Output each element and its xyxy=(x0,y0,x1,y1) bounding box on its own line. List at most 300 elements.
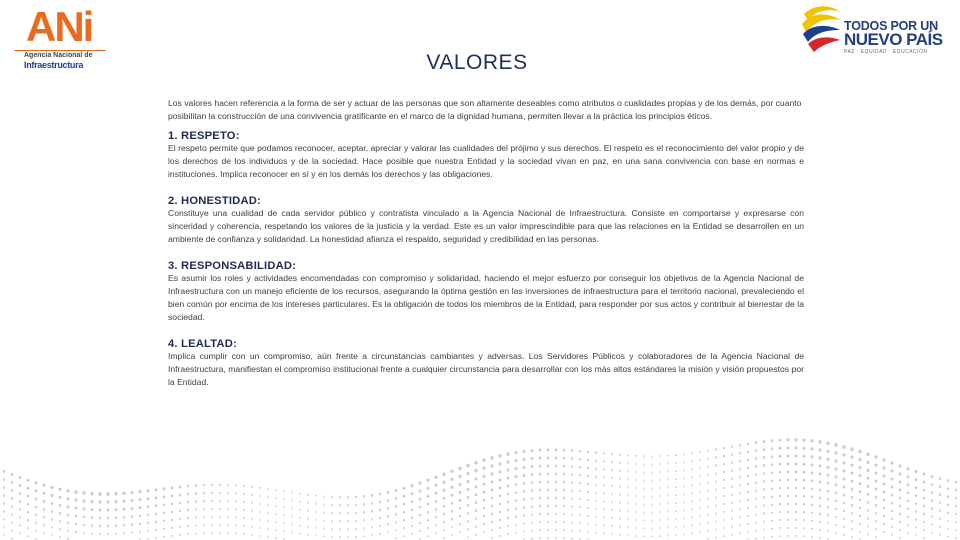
section-body: El respeto permite que podamos reconocer, aceptar, apreciar y valorar las cualidades del prójimo y sus derechos. El respeto es el reconocimiento del valor propio y de los derechos de los individuos y de la sociedad. Hace posible que nuestra Entidad y la sociedad vivan en paz, en una sana convivencia con base en normas e instituciones. Implica reconocer en sí y en los demás los derechos y las obligaciones. xyxy=(168,143,804,179)
decorative-dot xyxy=(467,528,469,530)
decorative-dot xyxy=(275,489,277,491)
decorative-dot xyxy=(418,490,421,493)
decorative-dot xyxy=(371,502,373,504)
decorative-dot xyxy=(395,538,397,540)
decorative-dot xyxy=(675,534,677,536)
decorative-dot xyxy=(195,533,197,535)
decorative-dot xyxy=(587,467,589,469)
decorative-dot xyxy=(915,510,917,512)
decorative-dot xyxy=(842,461,845,464)
decorative-dot xyxy=(587,475,589,477)
decorative-dot xyxy=(707,458,709,460)
decorative-dot xyxy=(723,495,725,497)
decorative-dot xyxy=(851,528,853,530)
decorative-dot xyxy=(771,463,774,466)
decorative-dot xyxy=(251,510,253,512)
decorative-dot xyxy=(683,462,685,464)
decorative-dot xyxy=(691,485,693,487)
decorative-dot xyxy=(739,452,741,454)
decorative-dot xyxy=(531,473,534,476)
decorative-dot xyxy=(426,487,429,490)
decorative-dot xyxy=(891,502,894,505)
decorative-dot xyxy=(603,492,605,494)
decorative-dot xyxy=(283,490,285,492)
decorative-dot xyxy=(35,514,37,516)
decorative-dot xyxy=(146,489,149,492)
decorative-dot xyxy=(875,528,877,530)
decorative-dot xyxy=(667,479,669,481)
decorative-dot xyxy=(419,498,422,501)
decorative-dot xyxy=(307,518,309,520)
decorative-dot xyxy=(843,518,845,520)
decorative-dot xyxy=(883,515,885,517)
decorative-dot xyxy=(891,510,893,512)
decorative-dot xyxy=(611,485,613,487)
decorative-dot xyxy=(531,481,534,484)
decorative-dot xyxy=(579,466,581,468)
decorative-dot xyxy=(802,447,805,450)
decorative-dot xyxy=(19,484,22,487)
decorative-dot xyxy=(875,496,878,499)
decorative-dot xyxy=(731,502,733,504)
decorative-dot xyxy=(107,533,109,535)
decorative-dot xyxy=(947,520,949,522)
decorative-dot xyxy=(539,481,542,484)
decorative-dot xyxy=(755,481,757,483)
decorative-dot xyxy=(635,519,637,521)
decorative-dot xyxy=(882,475,885,478)
decorative-dot xyxy=(779,503,781,505)
decorative-dot xyxy=(219,492,221,494)
decorative-dot xyxy=(515,532,517,534)
decorative-dot xyxy=(739,516,741,518)
decorative-dot xyxy=(171,511,173,513)
decorative-dot xyxy=(643,527,645,529)
decorative-dot xyxy=(675,510,677,512)
decorative-dot xyxy=(42,492,45,495)
decorative-dot xyxy=(523,482,526,485)
decorative-dot xyxy=(443,537,445,539)
decorative-dot xyxy=(123,532,125,534)
decorative-dot xyxy=(555,513,557,515)
decorative-dot xyxy=(755,441,758,444)
decorative-dot xyxy=(235,533,237,535)
decorative-dot xyxy=(763,529,765,531)
decorative-dot xyxy=(227,524,229,526)
decorative-dot xyxy=(619,470,621,472)
decorative-dot xyxy=(315,511,317,513)
decorative-dot xyxy=(707,474,709,476)
decorative-dot xyxy=(331,504,333,506)
decorative-dot xyxy=(474,485,477,488)
decorative-dot xyxy=(235,509,237,511)
decorative-dot xyxy=(611,461,613,463)
decorative-dot xyxy=(683,510,685,512)
decorative-dot xyxy=(211,532,213,534)
decorative-dot xyxy=(115,508,118,511)
decorative-dot xyxy=(571,457,574,460)
decorative-dot xyxy=(547,505,549,507)
decorative-dot xyxy=(898,464,901,467)
decorative-dot xyxy=(514,467,517,470)
decorative-dot xyxy=(523,506,525,508)
decorative-dot xyxy=(483,507,486,510)
decorative-dot xyxy=(731,445,733,447)
decorative-dot xyxy=(699,475,701,477)
decorative-dot xyxy=(915,502,918,505)
decorative-dot xyxy=(691,477,693,479)
decorative-dot xyxy=(603,508,605,510)
decorative-dot xyxy=(155,513,158,516)
decorative-dot xyxy=(35,506,38,509)
decorative-dot xyxy=(899,537,901,539)
decorative-dot xyxy=(874,455,878,459)
decorative-dot xyxy=(883,491,886,494)
decorative-dot xyxy=(763,496,765,498)
decorative-dot xyxy=(106,500,109,503)
decorative-dot xyxy=(450,478,453,481)
decorative-dot xyxy=(35,522,37,524)
decorative-dot xyxy=(755,538,757,540)
decorative-dot xyxy=(458,483,461,486)
decorative-dot xyxy=(499,519,501,521)
decorative-dot xyxy=(939,502,941,504)
decorative-dot xyxy=(819,481,822,484)
decorative-dot xyxy=(275,497,277,499)
decorative-dot xyxy=(571,489,573,491)
decorative-dot xyxy=(275,505,277,507)
decorative-dot xyxy=(123,524,125,526)
decorative-dot xyxy=(411,525,413,527)
decorative-dot xyxy=(859,515,861,517)
decorative-dot xyxy=(523,498,525,500)
decorative-dot xyxy=(923,505,925,507)
decorative-dot xyxy=(786,446,789,449)
section-honestidad xyxy=(168,195,804,246)
decorative-dot xyxy=(291,508,293,510)
decorative-dot xyxy=(459,491,462,494)
decorative-dot xyxy=(771,447,774,450)
decorative-dot xyxy=(219,484,221,486)
decorative-dot xyxy=(563,465,566,468)
decorative-dot xyxy=(851,536,853,538)
decorative-dot xyxy=(403,511,406,514)
decorative-dot xyxy=(50,486,53,489)
decorative-dot xyxy=(850,447,854,451)
decorative-dot xyxy=(811,504,813,506)
decorative-dot xyxy=(683,453,685,455)
decorative-dot xyxy=(403,527,405,529)
decorative-dot xyxy=(259,487,261,489)
decorative-dot xyxy=(715,521,717,523)
decorative-dot xyxy=(603,452,605,454)
decorative-dot xyxy=(131,507,134,510)
decorative-dot xyxy=(235,500,237,502)
decorative-dot xyxy=(643,503,645,505)
decorative-dot xyxy=(955,489,957,491)
decorative-dot xyxy=(707,498,709,500)
decorative-dot xyxy=(899,489,902,492)
decorative-dot xyxy=(579,474,581,476)
decorative-dot xyxy=(627,503,629,505)
decorative-dot xyxy=(747,459,749,461)
decorative-dot xyxy=(299,493,301,495)
decorative-dot xyxy=(283,514,285,516)
decorative-dot xyxy=(771,504,773,506)
decorative-dot xyxy=(739,460,741,462)
decorative-dot xyxy=(163,520,165,522)
decorative-dot xyxy=(715,457,717,459)
decorative-dot xyxy=(611,501,613,503)
decorative-dot xyxy=(11,530,13,532)
decorative-dot xyxy=(90,500,93,503)
decorative-dot xyxy=(267,488,269,490)
decorative-dot xyxy=(426,479,429,482)
decorative-dot xyxy=(723,479,725,481)
decorative-dot xyxy=(43,508,46,511)
decorative-dot xyxy=(923,489,926,492)
decorative-dot xyxy=(819,472,822,475)
decorative-dot xyxy=(787,487,790,490)
decorative-dot xyxy=(843,526,845,528)
decorative-dot xyxy=(819,505,821,507)
decorative-dot xyxy=(466,488,469,491)
decorative-dot xyxy=(115,533,117,535)
decorative-dot xyxy=(563,497,565,499)
decorative-dot xyxy=(251,534,253,536)
decorative-dot xyxy=(387,507,390,510)
decorative-dot xyxy=(51,518,53,520)
decorative-dot xyxy=(715,497,717,499)
decorative-dot xyxy=(571,522,573,524)
section-body: Implica cumplir con un compromiso, aún frente a circunstancias cambiantes y adversas. Los Servidores Públicos y colaboradores de la Agencia Nacional de Infraestructura, manifiestan el compromiso institucional frente a cualquier circunstancia para desarrollar con los más altos estándares la misión y visión propuestos por la Entidad. xyxy=(168,351,804,387)
decorative-dot xyxy=(667,463,669,465)
decorative-dot xyxy=(587,491,589,493)
decorative-dot xyxy=(931,483,934,486)
decorative-dot xyxy=(491,505,494,508)
decorative-dot xyxy=(915,527,917,529)
decorative-dot xyxy=(131,515,134,518)
decorative-dot xyxy=(99,525,101,527)
decorative-dot xyxy=(251,494,253,496)
decorative-dot xyxy=(923,529,925,531)
decorative-dot xyxy=(739,444,742,447)
decorative-dot xyxy=(755,490,757,492)
decorative-dot xyxy=(419,530,421,532)
decorative-dot xyxy=(843,477,846,480)
page-title: VALORES xyxy=(426,51,528,74)
decorative-dot xyxy=(907,532,909,534)
decorative-dot xyxy=(707,466,709,468)
decorative-dot xyxy=(835,532,837,534)
decorative-dot xyxy=(867,493,870,496)
decorative-dot xyxy=(859,498,862,501)
decorative-dot xyxy=(459,531,461,533)
decorative-dot xyxy=(810,439,813,442)
decorative-dot xyxy=(523,522,525,524)
decorative-dot xyxy=(842,469,845,472)
decorative-dot xyxy=(723,447,725,449)
decorative-dot xyxy=(490,472,493,475)
decorative-dot xyxy=(707,482,709,484)
decorative-dot xyxy=(851,512,853,514)
decorative-dot xyxy=(723,503,725,505)
decorative-dot xyxy=(483,523,485,525)
decorative-dot xyxy=(307,494,309,496)
decorative-dot xyxy=(747,523,749,525)
decorative-dot xyxy=(611,509,613,511)
decorative-dot xyxy=(651,535,653,537)
decorative-dot xyxy=(387,531,389,533)
decorative-dot xyxy=(371,494,374,497)
decorative-dot xyxy=(291,500,293,502)
decorative-dot xyxy=(339,528,341,530)
decorative-dot xyxy=(483,515,485,517)
decorative-dot xyxy=(563,537,565,539)
decorative-dot xyxy=(27,511,29,513)
decorative-dot xyxy=(675,462,677,464)
section-body: Es asumir los roles y actividades encomendadas con compromiso y solidaridad, haciendo el mejor esfuerzo por conseguir los objetivos de la Agencia Nacional de Infraestructura con un manejo eficiente de los recursos, asegurando la óptima gestión en las inversiones de infraestructura para el territorio nacional, prevaleciendo el bien común por encima de los intereses particulares. Es la obligación de todos los miembros de la Entidad, para responder por sus actos y contribuir al bienestar de la sociedad. xyxy=(168,273,804,322)
decorative-dot xyxy=(779,511,781,513)
decorative-dot xyxy=(587,507,589,509)
decorative-dot xyxy=(763,537,765,539)
decorative-dot xyxy=(179,486,182,489)
decorative-dot xyxy=(947,528,949,530)
decorative-dot xyxy=(683,478,685,480)
section-respeto xyxy=(168,130,804,181)
decorative-dot xyxy=(923,473,926,476)
decorative-dot xyxy=(539,505,541,507)
decorative-dot xyxy=(915,518,917,520)
decorative-dot xyxy=(691,452,693,454)
decorative-dot xyxy=(74,498,77,501)
decorative-dot xyxy=(51,534,53,536)
decorative-dot xyxy=(587,499,589,501)
decorative-dot xyxy=(779,471,782,474)
decorative-dot xyxy=(883,499,886,502)
decorative-dot xyxy=(891,534,893,536)
decorative-dot xyxy=(827,530,829,532)
decorative-dot xyxy=(555,457,558,460)
decorative-dot xyxy=(795,470,798,473)
decorative-dot xyxy=(219,500,221,502)
decorative-dot xyxy=(251,526,253,528)
decorative-dot xyxy=(507,525,509,527)
decorative-dot xyxy=(482,458,486,462)
decorative-dot xyxy=(699,491,701,493)
decorative-dot xyxy=(347,504,349,506)
decorative-dot xyxy=(715,489,717,491)
decorative-dot xyxy=(291,516,293,518)
decorative-dot xyxy=(579,498,581,500)
decorative-dot xyxy=(603,468,605,470)
decorative-dot xyxy=(355,520,357,522)
decorative-dot xyxy=(595,484,597,486)
decorative-dot xyxy=(26,479,29,482)
decorative-dot xyxy=(507,477,510,480)
decorative-dot xyxy=(227,532,229,534)
decorative-dot xyxy=(539,537,541,539)
gobierno-logo-line2: NUEVO PAÍS xyxy=(844,30,943,49)
decorative-dot xyxy=(498,454,502,458)
decorative-dot xyxy=(235,492,237,494)
decorative-dot xyxy=(563,473,565,475)
decorative-dot xyxy=(715,465,717,467)
decorative-dot xyxy=(355,496,357,498)
decorative-dot xyxy=(683,526,685,528)
decorative-dot xyxy=(755,506,757,508)
decorative-dot xyxy=(627,487,629,489)
decorative-dot xyxy=(539,457,542,460)
decorative-dot xyxy=(883,483,886,486)
decorative-dot xyxy=(595,468,597,470)
decorative-dot xyxy=(347,512,349,514)
decorative-dot xyxy=(787,503,789,505)
decorative-dot xyxy=(530,449,533,452)
decorative-dot xyxy=(67,505,70,508)
decorative-dot xyxy=(699,507,701,509)
decorative-dot xyxy=(43,532,45,534)
decorative-dot xyxy=(603,500,605,502)
decorative-dot xyxy=(691,517,693,519)
decorative-dot xyxy=(643,455,645,457)
decorative-dot xyxy=(363,503,365,505)
decorative-dot xyxy=(755,514,757,516)
decorative-dot xyxy=(947,495,949,497)
decorative-dot xyxy=(427,519,429,521)
decorative-dot xyxy=(467,504,470,507)
decorative-dot xyxy=(627,479,629,481)
decorative-dot xyxy=(723,535,725,537)
decorative-dot xyxy=(563,529,565,531)
decorative-dot xyxy=(275,537,277,539)
decorative-dot xyxy=(482,475,485,478)
decorative-dot xyxy=(811,471,814,474)
decorative-dot xyxy=(611,493,613,495)
decorative-dot xyxy=(731,470,733,472)
decorative-dot xyxy=(859,523,861,525)
decorative-dot xyxy=(243,485,245,487)
decorative-dot xyxy=(19,500,22,503)
decorative-dot xyxy=(643,463,645,465)
decorative-dot xyxy=(67,522,69,524)
decorative-dot xyxy=(874,472,877,475)
ani-logo-mark: ANi xyxy=(26,3,93,50)
decorative-dot xyxy=(899,529,901,531)
decorative-dot xyxy=(458,475,461,478)
decorative-dot xyxy=(779,463,782,466)
decorative-dot xyxy=(475,526,477,528)
decorative-dot xyxy=(171,527,173,529)
decorative-dot xyxy=(459,499,462,502)
decorative-dot xyxy=(827,490,830,493)
decorative-dot xyxy=(667,455,669,457)
decorative-dot xyxy=(179,534,181,536)
decorative-dot xyxy=(195,492,197,494)
decorative-dot xyxy=(19,492,22,495)
decorative-dot xyxy=(699,499,701,501)
decorative-dot xyxy=(723,511,725,513)
decorative-dot xyxy=(859,506,861,508)
decorative-dot xyxy=(531,514,533,516)
decorative-dot xyxy=(811,536,813,538)
decorative-dot xyxy=(763,440,766,443)
decorative-dot xyxy=(411,533,413,535)
decorative-dot xyxy=(555,529,557,531)
decorative-dot xyxy=(619,478,621,480)
decorative-dot xyxy=(811,520,813,522)
decorative-dot xyxy=(659,511,661,513)
